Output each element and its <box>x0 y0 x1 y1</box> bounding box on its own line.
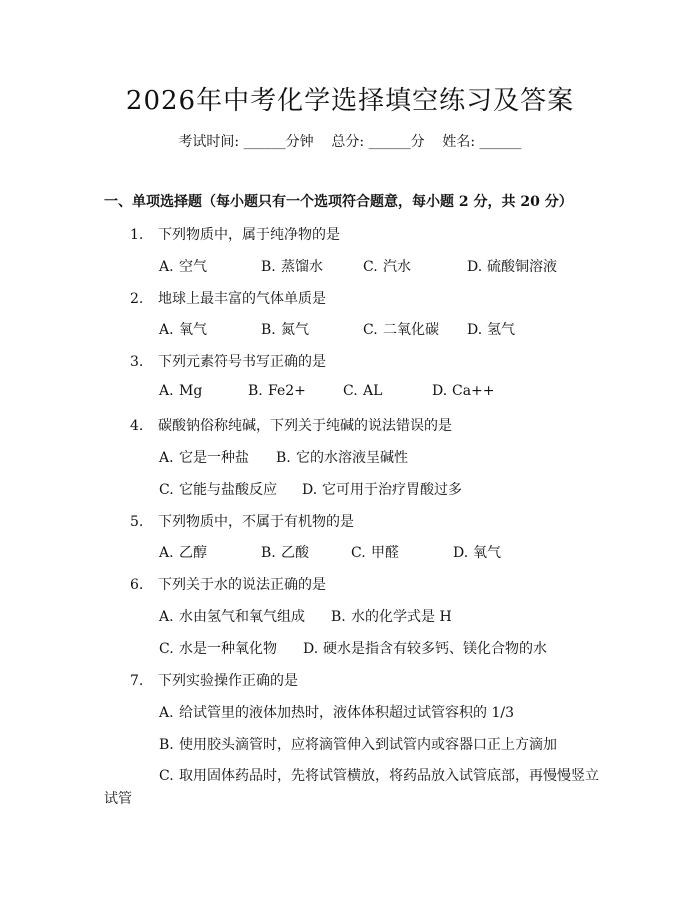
question-2 <box>130 288 326 308</box>
option-b: B. 使用胶头滴管时，应将滴管伸入到试管内或容器口正上方滴加 <box>159 737 557 753</box>
question-text: 下列物质中，属于纯净物的是 <box>158 227 340 243</box>
option-c: C. 甲醛 <box>351 545 399 561</box>
page-title: 2026年中考化学选择填空练习及答案 <box>125 86 575 116</box>
option-d: D. Ca++ <box>432 383 495 399</box>
option-a: A. 空气 <box>159 259 207 275</box>
question-text: 下列实验操作正确的是 <box>158 673 298 689</box>
exam-info-line: 考试时间: ______分钟 总分: ______分 姓名: ______ <box>178 134 522 150</box>
option-c: C. 取用固体药品时，先将试管横放，将药品放入试管底部，再慢慢竖立 <box>159 768 599 784</box>
option-a: A. 氧气 <box>159 322 207 338</box>
option-d: D. 硫酸铜溶液 <box>467 259 557 275</box>
option-a: A. Mg <box>159 383 203 399</box>
question-5 <box>130 511 354 531</box>
option-d: D. 氧气 <box>453 545 501 561</box>
option-b: B. Fe2+ <box>248 383 306 399</box>
question-number: 1. <box>130 227 144 243</box>
option-d: D. 硬水是指含有较多钙、镁化合物的水 <box>303 641 547 657</box>
question-number: 5. <box>130 514 144 530</box>
question-6 <box>130 574 326 594</box>
option-c-continuation: 试管 <box>104 791 132 807</box>
option-c: C. 二氧化碳 <box>363 322 439 338</box>
question-number: 2. <box>130 291 144 307</box>
option-b: B. 蒸馏水 <box>261 259 323 275</box>
option-c: C. 水是一种氧化物 <box>159 641 277 657</box>
question-number: 4. <box>130 418 144 434</box>
question-text: 下列物质中，不属于有机物的是 <box>158 514 354 530</box>
option-d: D. 它可用于治疗胃酸过多 <box>302 482 462 498</box>
option-c: C. 汽水 <box>363 259 411 275</box>
option-c: C. 它能与盐酸反应 <box>159 482 277 498</box>
question-4 <box>130 415 452 435</box>
question-7 <box>130 670 298 690</box>
question-text: 下列元素符号书写正确的是 <box>158 354 326 370</box>
question-text: 下列关于水的说法正确的是 <box>158 577 326 593</box>
option-a: A. 给试管里的液体加热时，液体体积超过试管容积的 1/3 <box>159 705 514 721</box>
section-heading: 一、单项选择题（每小题只有一个选项符合题意，每小题 2 分，共 20 分） <box>104 194 573 210</box>
option-a: A. 它是一种盐 <box>159 450 249 466</box>
question-text: 碳酸钠俗称纯碱，下列关于纯碱的说法错误的是 <box>158 418 452 434</box>
option-b: B. 氮气 <box>261 322 309 338</box>
option-b: B. 水的化学式是 H <box>331 609 452 625</box>
option-c: C. AL <box>343 383 383 399</box>
question-number: 7. <box>130 673 144 689</box>
option-d: D. 氢气 <box>467 322 515 338</box>
question-text: 地球上最丰富的气体单质是 <box>158 291 326 307</box>
option-b: B. 它的水溶液呈碱性 <box>276 450 408 466</box>
option-a: A. 水由氢气和氧气组成 <box>159 609 305 625</box>
question-number: 3. <box>130 354 144 370</box>
question-3 <box>130 351 326 371</box>
option-a: A. 乙醇 <box>159 545 207 561</box>
option-b: B. 乙酸 <box>261 545 309 561</box>
question-number: 6. <box>130 577 144 593</box>
question-1 <box>130 224 340 244</box>
